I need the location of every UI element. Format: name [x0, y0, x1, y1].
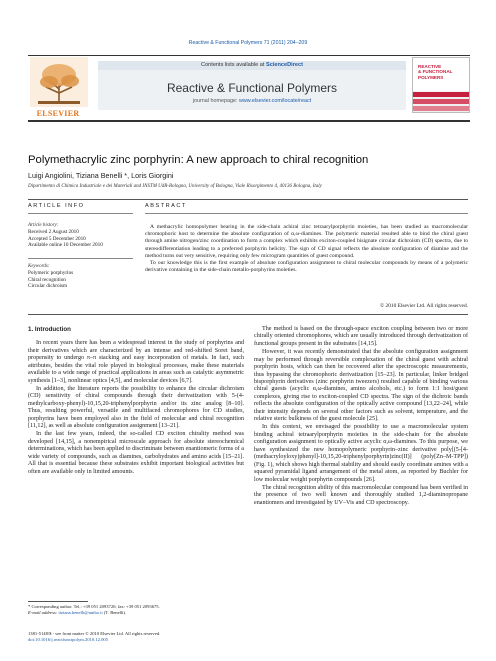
journal-banner — [28, 55, 470, 118]
footnote-contact: * Corresponding author. Tel.: +39 051 2093720; fax: +39 051 2093675. — [28, 604, 160, 609]
affiliation: Dipartimento di Chimica Industriale e dei Materiali and INSTM UdR-Bologna, University of Bologna, Viale Risorgimento 4, 40136 Bologna, Italy — [28, 184, 322, 189]
author-list: Luigi Angiolini, Tiziana Benelli *, Loris Giorgini — [28, 171, 174, 180]
abstract-divider — [145, 213, 468, 214]
section-divider — [28, 199, 468, 200]
homepage-prefix: journal homepage: — [192, 98, 239, 104]
keyword-item: Chiral recognition — [28, 276, 66, 283]
footnote-rule — [28, 601, 88, 602]
sciencedirect-link[interactable]: ScienceDirect — [265, 62, 303, 68]
journal-cover-thumbnail — [412, 57, 470, 113]
email-label: E-mail address: — [28, 610, 59, 615]
article-info-divider — [28, 213, 133, 214]
history-accepted: Accepted 5 December 2010 — [28, 235, 86, 242]
history-online: Available online 10 December 2010 — [28, 242, 103, 249]
cover-stripe — [413, 99, 469, 104]
issn-line: 1381-5148/$ - see front matter © 2010 Elsevier Ltd. All rights reserved. — [28, 631, 161, 636]
right-column — [254, 326, 468, 508]
abstract-body — [145, 224, 468, 274]
copyright-line: © 2010 Elsevier Ltd. All rights reserved. — [380, 303, 468, 309]
footnote-email-line — [28, 610, 244, 616]
homepage-url-link[interactable]: www.elsevier.com/locate/react — [238, 98, 312, 104]
body-divider — [28, 314, 468, 315]
body-paragraph: The chiral recognition ability of this macromolecular compound has been verified in the presence of two well known and thoroughly studied 1,2-diaminopropane enantiomers and investigated by UV–Vis and CD spectroscopy. — [254, 484, 468, 506]
cover-stripe — [413, 92, 469, 97]
journal-homepage-line — [98, 98, 406, 104]
email-suffix: (T. Benelli). — [102, 610, 127, 615]
journal-title: Reactive & Functional Polymers — [98, 70, 406, 110]
keywords-label: Keywords: — [28, 264, 50, 269]
contents-prefix: Contents lists available at — [201, 62, 266, 68]
banner-top-rule — [28, 55, 470, 56]
body-paragraph: In this context, we envisaged the possibility to use a macromolecular system binding achiral tetraarylporphyrin moieties in the side-chain for the absolute configuration assignment to optically active acyclic α,ω-diamines. To this purpose, we have synthesized the new homopolymeric porphyrin–zinc derivative poly[(5-[4-(methacryloyloxy)phenyl]-10,15,20-triphenylporphyrin)zinc(II)] (poly[Zn–M-TPP]) (Fig. 1), which shows high thermal stability and should easily coordinate amines with a squared pyramidal ligand arrangement of the metal atom, as reported by Buchler for low molecular weight porphyrin compounds [26]. — [254, 424, 468, 483]
abstract-paragraph: To our knowledge this is the first example of absolute configuration assignment to chiral molecular compounds by means of a polymeric derivative containing in the side-chain metallo-porphyrins moieties. — [145, 260, 468, 274]
history-label: Article history: — [28, 223, 59, 228]
running-head: Reactive & Functional Polymers 71 (2011) 204–209 — [188, 40, 308, 46]
body-paragraph: The method is based on the through-space exciton coupling between two or more chirally oriented chromophores, which are usually introduced through derivatization of functional groups present in the substrates [14,15]. — [254, 326, 468, 347]
abstract-heading: ABSTRACT — [145, 203, 187, 209]
keyword-item: Circular dichroism — [28, 283, 68, 290]
doi-link[interactable]: doi:10.1016/j.reactfunctpolym.2010.12.005 — [28, 637, 108, 642]
author-email-link[interactable]: tiziana.benelli@unibo.it — [58, 610, 103, 615]
cover-stripe — [413, 106, 469, 111]
cover-title: REACTIVE & FUNCTIONAL POLYMERS — [418, 64, 453, 80]
elsevier-wordmark: ELSEVIER — [36, 109, 80, 118]
article-title: Polymethacrylic zinc porphyrin: A new approach to chiral recognition — [28, 154, 369, 166]
body-paragraph: In the last few years, indeed, the so-called CD exciton chirality method was developed [14,15], a nonempirical microscale approach for absolute stereochemical determinations, which has been applied to discriminate between enantiomeric forms of a wide variety of compounds, such as diamines, carbohydrates and amino acids [15–21]. All that is essential because these substrates exhibit important biological activities but often are available only in limited amounts. — [28, 431, 244, 475]
body-paragraph: However, it was recently demonstrated that the absolute configuration assignment may be performed through reversible complexation of the chiral guest with achiral porphyrin hosts, which can then be recovered after the spectroscopic measurements, thus bypassing the chromophoric derivatization [15–23]. In particular, linker bridged bisporphyrin derivatives (zinc porphyrin tweezers) resulted capable of binding various chiral guests (acyclic α,ω-diamines, amino alcohols, etc.) to form 1:1 host/guest complexes, giving rise to exciton-coupled CD spectra. The sign of the dichroic bands reflects the absolute configuration of the optically active compound [13,22–24], while their intensity depends on several other factors such as solvent, temperature, and the relative steric bulkiness of the guest molecule [25]. — [254, 349, 468, 423]
left-column — [28, 326, 244, 477]
banner-bottom-rule — [28, 120, 470, 122]
bottom-publication-info — [28, 631, 244, 643]
contents-availability-line — [98, 61, 406, 70]
abstract-paragraph: A methacrylic homopolymer bearing in the side-chain achiral zinc tetraarylporphyrin moieties, has been studied as macromolecular chromophoric host to determine the absolute configuration of α,ω-diamines. The polymeric material resulted able to bind the chiral guest through amine nitrogen/zinc coordination to form a complex which exhibits exciton-coupled bisignate circular dichroism (CD) spectra, due to stereodifferentiation leading to a preferred porphyrin helicity. The sign of CD signal reflects the absolute configuration of diamine and the method turns out very sensitive, requiring only few microgram quantities of guest compound. — [145, 224, 468, 259]
introduction-heading: 1. Introduction — [28, 326, 71, 333]
body-paragraph: In addition, the literature reports the possibility to enhance the circular dichroism (CD) sensitivity of chiral compounds through their derivatization with 5-(4-methylcarboxy-phenyl)-10,15,20-triphenylporphyrin and/or its zinc analog [8–10]. Thus, resulting powerful, versatile and multifaced chromophores for CD studies, porphyrins have been employed also in the field of molecular and chiral recognition [11,12], as well as absolute configuration assignment [13–21]. — [28, 385, 244, 430]
body-paragraph: In recent years there has been a widespread interest in the study of porphyrins and their derivatives which are characterized by an intense and red-shifted Soret band, propensity to undergo π–π stacking and easy incorporation of metals. In fact, such attributes, besides the vital role played in biological processes, make these materials available to a wide range of practical applications in areas such as catalytic asymmetric synthesis [1–3], nonlinear optics [4,5], and molecular devices [6,7]. — [28, 340, 244, 384]
corresponding-author-footnote — [28, 604, 244, 616]
article-info-heading: ARTICLE INFO — [28, 203, 85, 209]
keywords-divider — [28, 258, 133, 259]
elsevier-tree-logo — [30, 57, 88, 113]
history-received: Received 2 August 2010 — [28, 229, 79, 235]
keyword-item: Polymeric porphyrins — [28, 270, 74, 276]
